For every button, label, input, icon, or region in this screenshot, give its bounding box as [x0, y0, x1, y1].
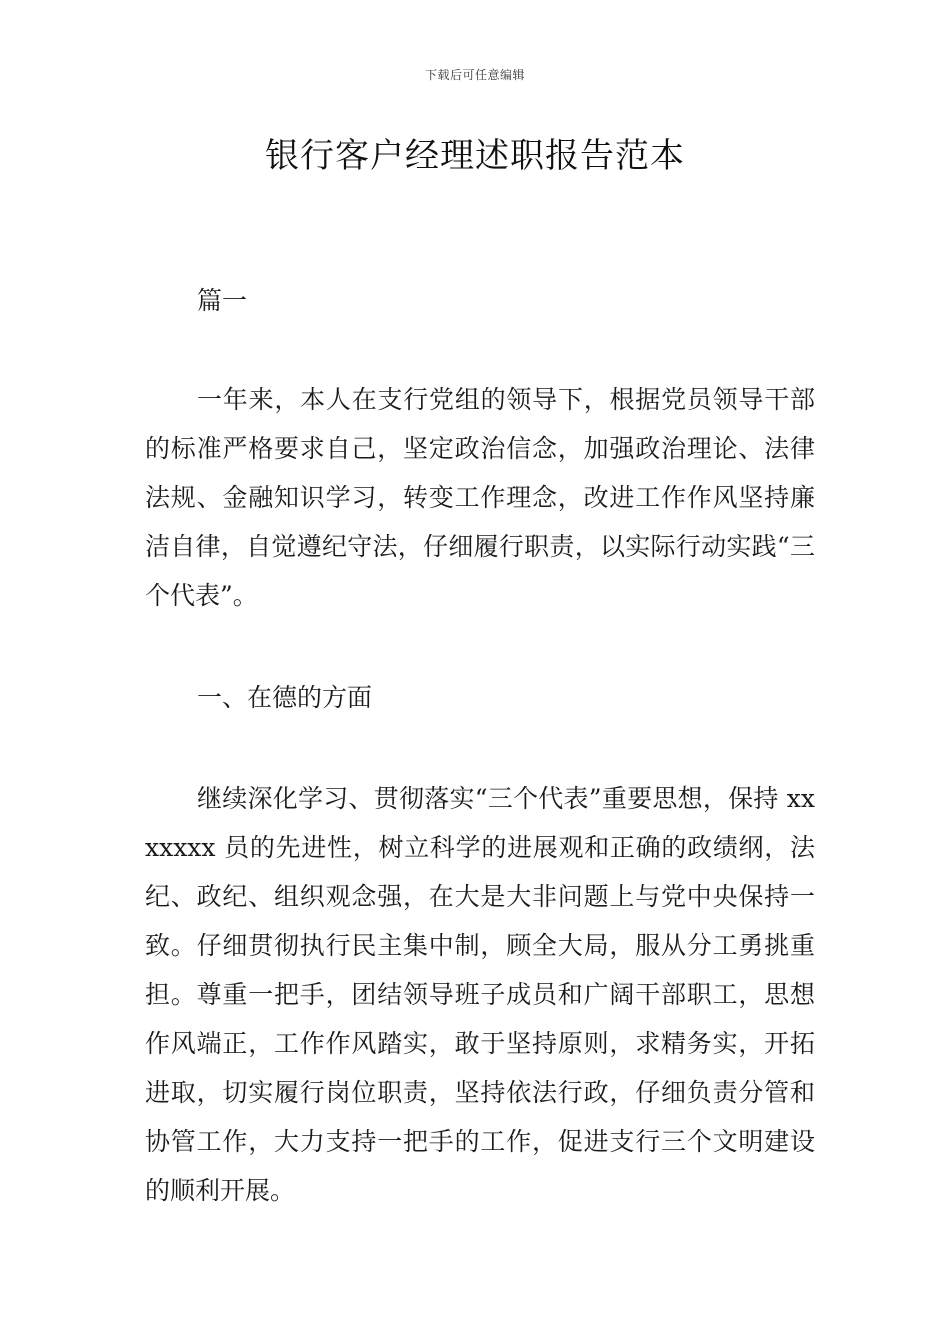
header-note: 下载后可任意编辑: [424, 68, 525, 82]
document-title: 银行客户经理述职报告范本: [265, 136, 685, 176]
section-heading-part-one: 篇一: [197, 286, 248, 315]
virtue-paragraph: 继续深化学习、贯彻落实“三个代表”重要思想，保持 xxxxxxx 员的先进性，树立科学的进展观和正确的政绩纲，法纪、政纪、组织观念强，在大是大非问题上与党中央保持一致。仔细贯彻执行民主集中制，顾全大局，服从分工勇挑重担。尊重一把手，团结领导班子成员和广阔干部职工，思想作风端正，工作作风踏实，敢于坚持原则，求精务实，开拓进取，切实履行岗位职责，坚持依法行政，仔细负责分管和协管工作，大力支持一把手的工作，促进支行三个文明建设的顺利开展。: [145, 784, 815, 1205]
intro-paragraph: 一年来，本人在支行党组的领导下，根据党员领导干部的标准严格要求自己，坚定政治信念，加强政治理论、法律法规、金融知识学习，转变工作理念，改进工作作风坚持廉洁自律，自觉遵纪守法，仔细履行职责，以实际行动实践“三个代表”。: [145, 385, 815, 610]
section-heading-virtue: 一、在德的方面: [197, 683, 373, 712]
